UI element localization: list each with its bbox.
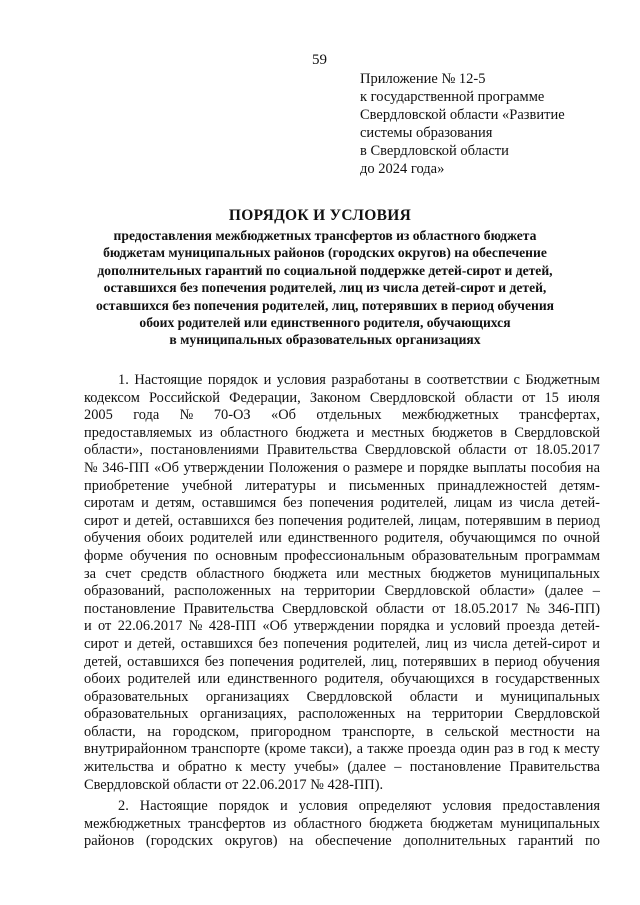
paragraph-line: образовательных организациях, расположенных на территории Свердловской (84, 706, 600, 723)
document-subtitle (60, 227, 590, 349)
page-number: 59 (312, 52, 327, 68)
paragraph-line: внутрирайонном транспорте (кроме такси), а также проезда один раз в год к месту (84, 741, 600, 758)
paragraph-line: Свердловской области от 22.06.2017 № 428-ПП). (84, 776, 384, 793)
paragraph-line: постановление Правительства Свердловской области от 18.05.2017 № 346-ПП) (84, 600, 600, 617)
paragraph-line: обучения обоих родителей или единственного родителя, обучающимся по очной (84, 530, 600, 547)
subtitle-line: обоих родителей или единственного родителя, обучающихся (139, 315, 511, 331)
paragraph-line: районов (городских округов) на обеспечение дополнительных гарантий по (84, 833, 600, 850)
paragraph-line: за счет средств областного бюджета или местных бюджетов муниципальных (84, 565, 600, 582)
paragraph-line: образовательных организациях Свердловской области и муниципальных (84, 688, 600, 705)
subtitle-line: оставшихся без попечения родителей, лиц из числа детей-сирот и детей, (103, 280, 547, 296)
appendix-line: к государственной программе (360, 89, 545, 105)
paragraph-line: сирот и детей, оставшихся без попечения родителей, лицам, потерявшим в период (84, 512, 600, 529)
subtitle-line: дополнительных гарантий по социальной поддержке детей-сирот и детей, (97, 262, 553, 278)
appendix-line: Приложение № 12-5 (360, 71, 486, 87)
paragraph-line: области», постановлениями Правительства Свердловской области от 18.05.2017 (84, 442, 600, 459)
paragraph-line: и от 22.06.2017 № 428-ПП «Об утверждении порядка и условий проезда детей- (84, 618, 600, 635)
paragraph-line: образований, расположенных на территории Свердловской области» (далее – (84, 583, 600, 600)
paragraph-line: сиротам и детям, оставшимся без попечения родителей, лицам из числа детей- (84, 495, 600, 512)
paragraph-line: жительства и обратно к месту учебы» (далее – постановление Правительства (84, 759, 600, 776)
body-text (84, 372, 600, 851)
appendix-block (360, 70, 620, 178)
appendix-line: в Свердловской области (360, 143, 509, 159)
paragraph-line: предоставляемых из областного бюджета и местных бюджетов в Свердловской (84, 424, 600, 441)
subtitle-line: бюджетам муниципальных районов (городских округов) на обеспечение (103, 245, 547, 261)
paragraph-line: детей, оставшихся без попечения родителей, лиц, потерявших в период обучения (84, 653, 600, 670)
paragraph-line: обоих родителей или единственного родителя, обучающихся в государственных (84, 671, 600, 688)
paragraph-line: форме обучения по основным профессиональным образовательным программам (84, 547, 600, 564)
paragraph-1 (84, 372, 600, 794)
paragraph-line: области, на городском, пригородном транспорте, в сельской местности на (84, 723, 600, 740)
paragraph-line: приобретение учебной литературы и письменных принадлежностей детям- (84, 477, 600, 494)
paragraph-line: сирот и детей, оставшихся без попечения родителей, лиц из числа детей-сирот и (84, 635, 600, 652)
subtitle-line: в муниципальных образовательных организациях (169, 332, 481, 348)
appendix-line: системы образования (360, 125, 493, 141)
appendix-line: Свердловской области «Развитие (360, 107, 565, 123)
paragraph-line: 1. Настоящие порядок и условия разработаны в соответствии с Бюджетным (118, 372, 600, 388)
subtitle-line: оставшихся без попечения родителей, лиц, потерявших в период обучения (95, 297, 555, 313)
document-title: ПОРЯДОК И УСЛОВИЯ (228, 207, 412, 224)
paragraph-line: № 346-ПП «Об утверждении Положения о размере и порядке выплаты пособия на (84, 459, 600, 476)
appendix-line: до 2024 года» (360, 161, 445, 177)
paragraph-line: кодексом Российской Федерации, Законом Свердловской области от 15 июля (84, 389, 600, 406)
subtitle-line: предоставления межбюджетных трансфертов из областного бюджета (113, 228, 537, 243)
paragraph-line: 2005 года № 70-ОЗ «Об отдельных межбюджетных трансфертах, (84, 407, 600, 424)
paragraph-2 (84, 798, 600, 851)
paragraph-line: 2. Настоящие порядок и условия определяют условия предоставления (118, 798, 600, 815)
paragraph-line: межбюджетных трансфертов из областного бюджета бюджетам муниципальных (84, 815, 600, 832)
